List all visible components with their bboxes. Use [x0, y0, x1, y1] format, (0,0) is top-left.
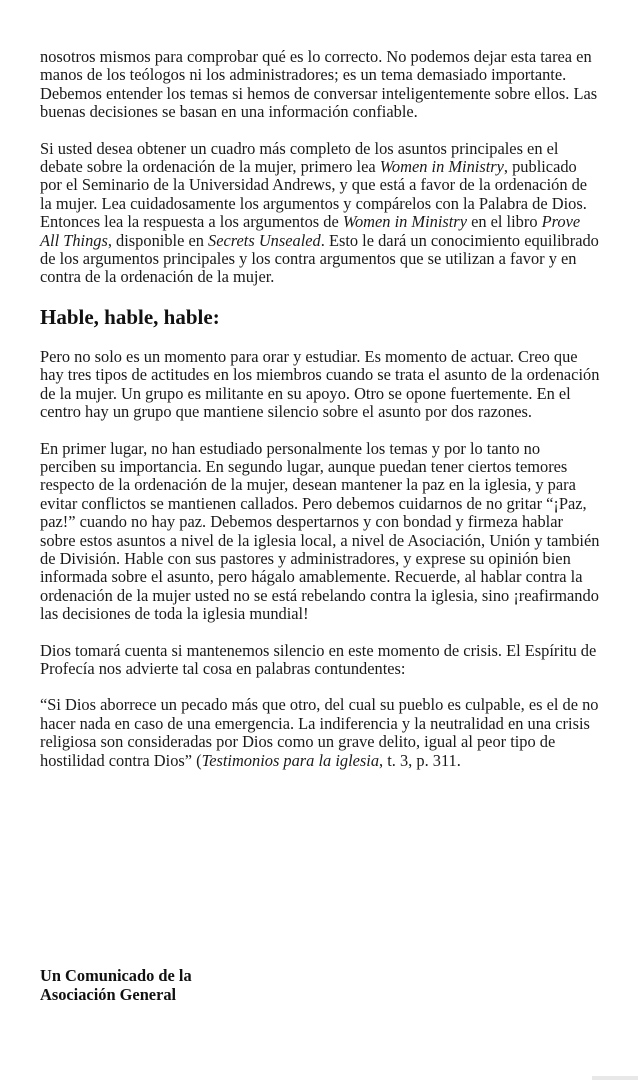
book-title-women-in-ministry: Women in Ministry [379, 157, 504, 177]
document-body [40, 48, 600, 788]
book-title-women-in-ministry-2: Women in Ministry [342, 212, 467, 232]
quote-text: “Si Dios aborrece un pecado más que otro, del cual su pueblo es culpable, es el de no hacer nada en caso de una emergencia. La indiferencia y la neutralidad en una crisis religiosa son consideradas por Dios como un grave delito, igual al peor tipo de hostilidad contra Dios” ( [40, 695, 599, 770]
quote-paragraph [40, 696, 600, 770]
section-heading: Hable, hable, hable: [40, 304, 220, 329]
quote-source: Testimonios para la iglesia [201, 750, 380, 770]
publisher-secrets-unsealed: Secrets Unsealed [208, 230, 321, 250]
book-title-prove-all-things: Prove All Things [40, 212, 581, 250]
signature [40, 966, 192, 1004]
scan-edge-mark [592, 1076, 638, 1080]
signature-line-1: Un Comunicado de la [40, 966, 192, 985]
paragraph-3: Pero no solo es un momento para orar y estudiar. Es momento de actuar. Creo que hay tres tipos de actitudes en los miembros cuando se trata el asunto de la ordenación de la mujer. Un grupo es militante en su apoyo. Otro se opone fuertemente. En el centro hay un grupo que mantiene silencio sobre el asunto por dos razones. [40, 346, 600, 422]
paragraph-2-text-3: en el libro [466, 212, 542, 232]
paragraph-2-text-5: . Esto le dará un conocimiento equilibrado de los argumentos principales y los contra argumentos que se utilizan a favor y en contra de la ordenación de la mujer. [40, 230, 599, 287]
paragraph-2-text-1: Si usted desea obtener un cuadro más completo de los asuntos principales en el debate sobre la ordenación de la mujer, primero lea [40, 138, 559, 177]
paragraph-2-text-2: , publicado por el Seminario de la Universidad Andrews, y que está a favor de la ordenación de la mujer. Lea cuidadosamente los argumentos y compárelos con la Palabra de Dios. Entonces lea la respuesta a los argumentos de [40, 157, 588, 232]
paragraph-4: En primer lugar, no han estudiado personalmente los temas y por lo tanto no perciben su importancia. En segundo lugar, aunque puedan tener ciertos temores respecto de la ordenación de la mujer, desean mantener la paz en la iglesia, y para evitar conflictos se mantienen callados. Pero debemos cuidarnos de no gritar “¡Paz, paz!” cuando no hay paz. Debemos despertarnos y con bondad y firmeza hablar sobre estos asuntos a nivel de la iglesia local, a nivel de Asociación, Unión y también de División. Hable con sus pastores y administradores, y exprese su opinión bien informada sobre el asunto, pero hágalo amablemente. Recuerde, al hablar contra la ordenación de la mujer usted no se está rebelando contra la iglesia, sino ¡reafirmando las decisiones de toda la iglesia mundial! [40, 438, 600, 624]
signature-line-2: Asociación General [40, 985, 177, 1004]
paragraph-2-text-4: , disponible en [107, 230, 209, 250]
paragraph-2 [40, 140, 600, 287]
paragraph-1: nosotros mismos para comprobar qué es lo correcto. No podemos dejar esta tarea en manos de los teólogos ni los administradores; es un tema demasiado importante. Debemos entender los temas si hemos de conversar inteligentemente sobre ellos. Las buenas decisiones se basan en una información confiable. [40, 47, 598, 122]
paragraph-5: Dios tomará cuenta si mantenemos silencio en este momento de crisis. El Espíritu de Profecía nos advierte tal cosa en palabras contundentes: [40, 640, 597, 678]
quote-reference: , t. 3, p. 311. [379, 750, 461, 770]
